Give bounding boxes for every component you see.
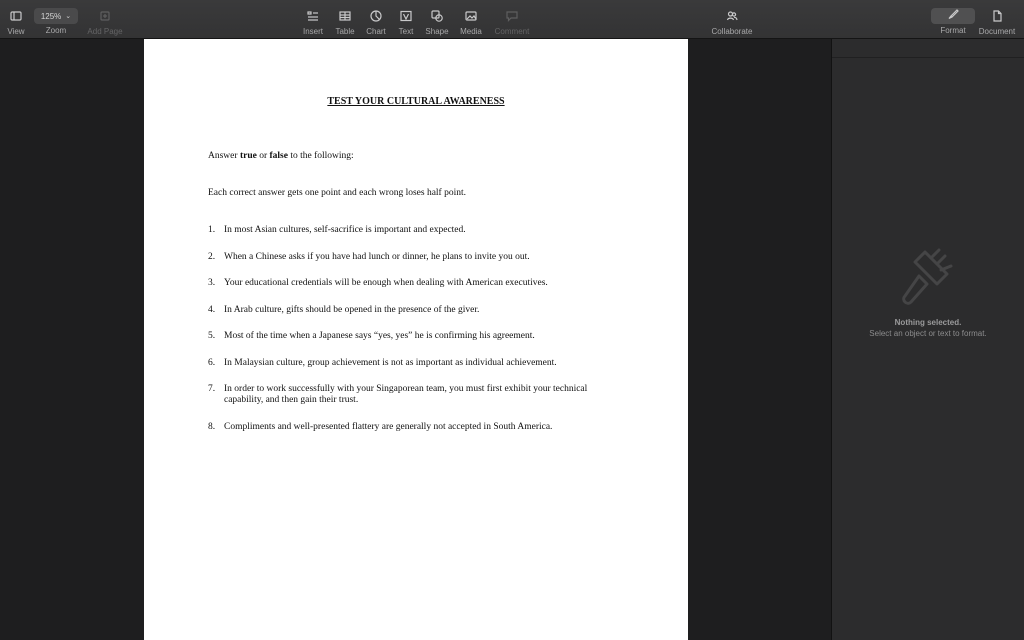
question-number: 8. [208,421,216,432]
format-sidebar [831,39,1024,640]
question-text: Compliments and well-presented flattery are generally not accepted in South America. [224,421,553,432]
question-number: 7. [208,384,216,394]
list-item [208,358,628,369]
insert-button[interactable] [300,0,326,39]
format-label: Format [940,26,966,35]
media-button[interactable] [458,0,484,39]
media-icon [464,5,478,27]
format-button[interactable] [931,0,975,39]
paintbrush-icon [897,244,959,310]
insert-label: Insert [302,27,323,36]
intro-or: or [256,151,270,161]
question-text: In Malaysian culture, group achievement is not as important as individual achievement. [224,357,557,368]
document-page[interactable] [144,39,688,640]
question-text: When a Chinese asks if you have had lunch or dinner, he plans to invite you out. [224,251,530,262]
question-list [208,225,628,448]
table-icon [338,5,352,27]
add-page-icon [98,5,112,27]
zoom-label: Zoom [45,26,67,35]
list-item [208,225,628,236]
intro-prefix: Answer [208,151,240,161]
text-box-icon [399,5,413,27]
question-number: 3. [208,278,216,288]
intro-false: false [269,151,288,161]
zoom-value: 125% [40,11,62,21]
view-label: View [7,27,25,36]
question-number: 6. [208,357,216,368]
shape-label: Shape [425,27,449,36]
intro-true: true [239,151,257,161]
empty-state-subtitle: Select an object or text to format. [869,329,987,338]
list-item [208,305,628,316]
question-number: 4. [208,304,216,315]
question-text: Your educational credentials will be enough when dealing with American executives. [224,278,548,288]
question-text: Most of the time when a Japanese says “yes, yes” he is confirming his agreement. [224,331,535,341]
chart-icon [369,5,383,27]
question-number: 1. [208,225,216,235]
document-label: Document [978,27,1016,36]
collaborate-label: Collaborate [711,27,753,36]
list-item [208,252,628,263]
add-page-label: Add Page [87,27,123,36]
list-item [208,422,628,433]
format-pill[interactable] [931,8,975,24]
text-label: Text [398,27,414,36]
empty-state-title: Nothing selected. [894,318,962,327]
document-button[interactable] [976,0,1018,39]
list-item [208,331,628,342]
sidebar-divider [832,57,1024,58]
comment-button[interactable] [492,0,532,39]
document-icon [990,5,1004,27]
chart-label: Chart [366,27,386,36]
chevron-down-icon: ⌄ [65,13,72,20]
list-item [208,384,628,406]
paintbrush-icon [946,7,960,26]
question-text: In Arab culture, gifts should be opened in the presence of the giver. [224,304,480,315]
comment-icon [505,5,519,27]
zoom-control[interactable] [34,0,78,39]
instructions-paragraph [208,151,354,161]
shape-icon [430,5,444,27]
view-button[interactable] [4,0,28,39]
collaborate-icon [725,5,739,27]
question-text: In order to work successfully with your Singaporean team, you must first exhibit your technical capability, and then gain their trust. [224,384,588,405]
scoring-paragraph: Each correct answer gets one point and each wrong loses half point. [208,188,466,198]
comment-label: Comment [494,27,530,36]
empty-state [832,244,1024,338]
intro-suffix: to the following: [287,151,354,161]
insert-list-icon [306,5,320,27]
question-number: 5. [208,331,216,341]
document-canvas[interactable] [0,39,831,640]
collaborate-button[interactable] [708,0,756,39]
list-item [208,278,628,289]
table-button[interactable] [332,0,358,39]
text-button[interactable] [394,0,418,39]
question-text: In most Asian cultures, self-sacrifice is important and expected. [224,225,466,235]
media-label: Media [460,27,482,36]
chart-button[interactable] [364,0,388,39]
table-label: Table [335,27,355,36]
question-number: 2. [208,251,216,262]
zoom-dropdown[interactable] [34,8,78,24]
shape-button[interactable] [424,0,450,39]
sidebar-toggle-icon [9,5,23,27]
add-page-button[interactable] [86,0,124,39]
document-title: TEST YOUR CULTURAL AWARENESS [327,96,505,107]
toolbar [0,0,1024,39]
